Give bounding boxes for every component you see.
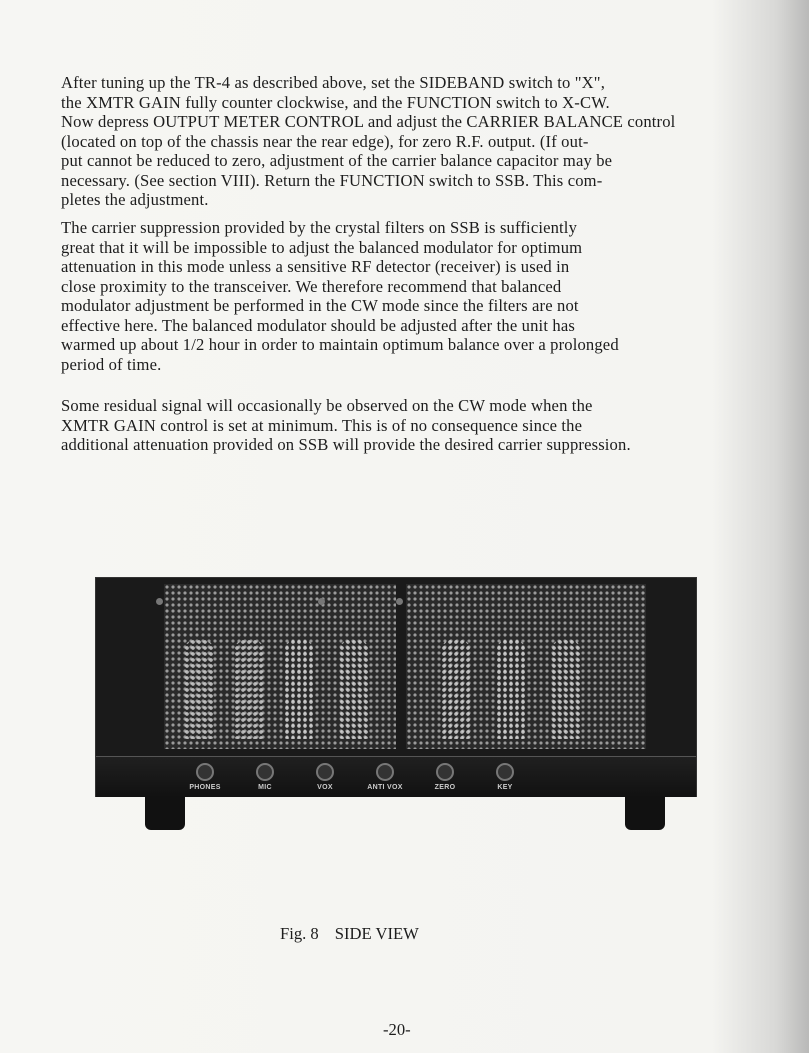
- tube: [184, 639, 214, 739]
- tube: [284, 639, 314, 739]
- text-line: effective here. The balanced modulator should be adjusted after the unit has: [61, 315, 575, 335]
- screw: [156, 598, 163, 605]
- mic-jack: [256, 763, 274, 781]
- figure-photo-side-view: [96, 578, 696, 796]
- text-line: (located on top of the chassis near the rear edge), for zero R.F. output. (If out-: [61, 131, 589, 151]
- perforated-cover-right: [406, 584, 646, 749]
- cabinet-foot-left: [145, 796, 185, 830]
- tube: [234, 639, 264, 739]
- text-line: Some residual signal will occasionally be observed on the CW mode when the: [61, 396, 593, 415]
- vox-control: [316, 763, 334, 781]
- label-key: KEY: [497, 784, 513, 791]
- text-line: great that it will be impossible to adjust the balanced modulator for optimum: [61, 237, 583, 257]
- tube: [339, 639, 369, 739]
- key-jack: [496, 763, 514, 781]
- text-line: necessary. (See section VIII). Return the FUNCTION switch to SSB. This com-: [61, 170, 603, 190]
- paragraph-carrier-balance-procedure: [61, 73, 675, 210]
- tube: [441, 639, 471, 739]
- text-line: period of time.: [61, 354, 162, 374]
- figure-title: SIDE VIEW: [334, 924, 419, 943]
- text-line: After tuning up the TR-4 as described above, set the SIDEBAND switch to "X",: [61, 73, 606, 92]
- text-line: the XMTR GAIN fully counter clockwise, and the FUNCTION switch to X-CW.: [61, 92, 610, 112]
- paragraph-residual-signal: [61, 396, 631, 455]
- screw: [396, 598, 403, 605]
- text-line: XMTR GAIN control is set at minimum. This is of no consequence since the: [61, 415, 583, 435]
- cabinet-foot-right: [625, 796, 665, 830]
- text-line: put cannot be reduced to zero, adjustment of the carrier balance capacitor may be: [61, 151, 613, 170]
- label-phones: PHONES: [189, 784, 221, 791]
- phones-jack: [196, 763, 214, 781]
- text-line: additional attenuation provided on SSB will provide the desired carrier suppression.: [61, 435, 631, 454]
- label-zero: ZERO: [434, 784, 456, 791]
- tube: [496, 639, 526, 739]
- figure-number: Fig. 8: [280, 924, 319, 943]
- text-line: Now depress OUTPUT METER CONTROL and adjust the CARRIER BALANCE control: [61, 112, 676, 131]
- screw: [318, 598, 325, 605]
- front-panel-strip: [96, 756, 696, 797]
- zero-control: [436, 763, 454, 781]
- text-line: The carrier suppression provided by the crystal filters on SSB is sufficiently: [61, 218, 578, 237]
- text-line: warmed up about 1/2 hour in order to maintain optimum balance over a prolonged: [61, 335, 619, 354]
- tube: [551, 639, 581, 739]
- paragraph-carrier-suppression: [61, 218, 619, 374]
- label-anti-vox: ANTI VOX: [367, 784, 403, 791]
- text-line: attenuation in this mode unless a sensitive RF detector (receiver) is used in: [61, 257, 570, 276]
- text-line: modulator adjustment be performed in the CW mode since the filters are not: [61, 296, 579, 315]
- text-line: pletes the adjustment.: [61, 190, 209, 209]
- label-vox: VOX: [317, 784, 333, 791]
- anti-vox-control: [376, 763, 394, 781]
- figure-caption: [280, 924, 435, 944]
- perforated-cover-left: [164, 584, 396, 749]
- label-mic: MIC: [258, 784, 272, 791]
- text-line: close proximity to the transceiver. We therefore recommend that balanced: [61, 276, 562, 296]
- page-number: -20-: [383, 1020, 411, 1039]
